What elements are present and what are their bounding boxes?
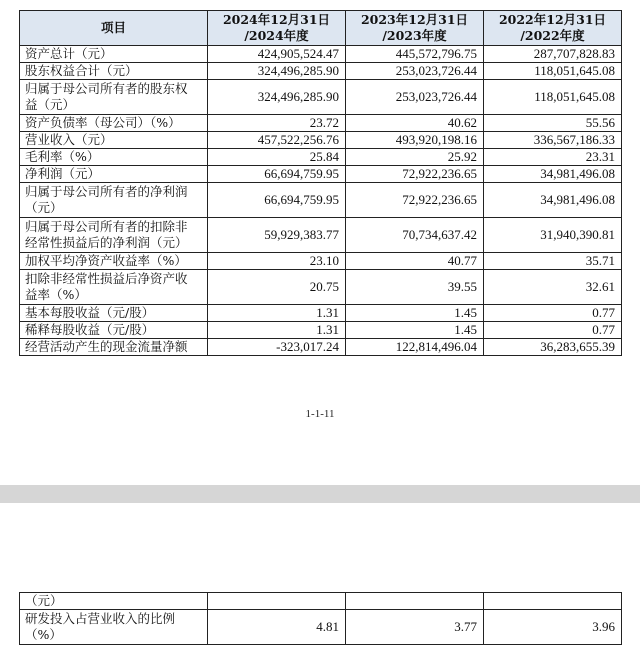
value-2024: 1.31: [208, 305, 346, 322]
row-label: 资产负债率（母公司）（%）: [20, 115, 208, 132]
value-2024: 25.84: [208, 149, 346, 166]
value-2023: 1.45: [346, 322, 484, 339]
value-2023: 3.77: [346, 610, 484, 645]
financial-indicators-table-continued: [19, 592, 622, 645]
table-row: [20, 80, 622, 115]
row-label: （元）: [20, 593, 208, 610]
row-label: 归属于母公司所有者的扣除非 经常性损益后的净利润（元）: [20, 218, 208, 253]
financial-indicators-table: [19, 10, 622, 356]
table-row: [20, 218, 622, 253]
table-row: [20, 63, 622, 80]
value-2023: 493,920,198.16: [346, 132, 484, 149]
value-2022: 118,051,645.08: [484, 63, 622, 80]
value-2022: 23.31: [484, 149, 622, 166]
row-label: 稀释每股收益（元/股）: [20, 322, 208, 339]
value-2024: 457,522,256.76: [208, 132, 346, 149]
row-label: 基本每股收益（元/股）: [20, 305, 208, 322]
value-2024: 1.31: [208, 322, 346, 339]
row-label: 股东权益合计（元）: [20, 63, 208, 80]
value-2024: [208, 593, 346, 610]
table-row: [20, 132, 622, 149]
value-2024: 20.75: [208, 270, 346, 305]
row-label: 经营活动产生的现金流量净额: [20, 339, 208, 356]
table-row: [20, 322, 622, 339]
value-2022: 3.96: [484, 610, 622, 645]
row-label: 资产总计（元）: [20, 46, 208, 63]
table-row: [20, 270, 622, 305]
page-number: 1-1-11: [305, 408, 335, 420]
table-row: [20, 149, 622, 166]
row-label: 扣除非经常性损益后净资产收 益率（%）: [20, 270, 208, 305]
value-2024: 23.72: [208, 115, 346, 132]
table-row: [20, 593, 622, 610]
value-2024: 324,496,285.90: [208, 80, 346, 115]
row-label: 研发投入占营业收入的比例 （%）: [20, 610, 208, 645]
value-2023: 72,922,236.65: [346, 183, 484, 218]
value-2023: 39.55: [346, 270, 484, 305]
value-2022: 32.61: [484, 270, 622, 305]
header-item: 项目: [20, 11, 208, 46]
value-2023: 25.92: [346, 149, 484, 166]
value-2023: 253,023,726.44: [346, 80, 484, 115]
value-2024: -323,017.24: [208, 339, 346, 356]
value-2024: 66,694,759.95: [208, 183, 346, 218]
table-row: [20, 183, 622, 218]
table-row: [20, 166, 622, 183]
document-page-2: [0, 503, 640, 656]
value-2024: 4.81: [208, 610, 346, 645]
value-2022: 287,707,828.83: [484, 46, 622, 63]
value-2022: 118,051,645.08: [484, 80, 622, 115]
table-row: [20, 253, 622, 270]
row-label: 归属于母公司所有者的净利润 （元）: [20, 183, 208, 218]
table-row: [20, 610, 622, 645]
value-2023: [346, 593, 484, 610]
value-2023: 72,922,236.65: [346, 166, 484, 183]
row-label: 归属于母公司所有者的股东权 益（元）: [20, 80, 208, 115]
row-label: 营业收入（元）: [20, 132, 208, 149]
value-2022: 55.56: [484, 115, 622, 132]
header-2023: 2023年12月31日 /2023年度: [346, 11, 484, 46]
value-2023: 253,023,726.44: [346, 63, 484, 80]
header-2022: 2022年12月31日 /2022年度: [484, 11, 622, 46]
value-2023: 445,572,796.75: [346, 46, 484, 63]
row-label: 加权平均净资产收益率（%）: [20, 253, 208, 270]
value-2022: 34,981,496.08: [484, 183, 622, 218]
value-2022: 35.71: [484, 253, 622, 270]
value-2023: 40.77: [346, 253, 484, 270]
table-row: [20, 339, 622, 356]
value-2023: 70,734,637.42: [346, 218, 484, 253]
table-row: [20, 305, 622, 322]
value-2024: 324,496,285.90: [208, 63, 346, 80]
value-2022: [484, 593, 622, 610]
value-2022: 0.77: [484, 305, 622, 322]
table-row: [20, 115, 622, 132]
value-2022: 36,283,655.39: [484, 339, 622, 356]
value-2023: 122,814,496.04: [346, 339, 484, 356]
table-header-row: [20, 11, 622, 46]
value-2024: 59,929,383.77: [208, 218, 346, 253]
value-2023: 40.62: [346, 115, 484, 132]
value-2024: 424,905,524.47: [208, 46, 346, 63]
value-2023: 1.45: [346, 305, 484, 322]
value-2022: 31,940,390.81: [484, 218, 622, 253]
value-2022: 336,567,186.33: [484, 132, 622, 149]
value-2022: 34,981,496.08: [484, 166, 622, 183]
value-2024: 23.10: [208, 253, 346, 270]
row-label: 净利润（元）: [20, 166, 208, 183]
header-2024: 2024年12月31日 /2024年度: [208, 11, 346, 46]
value-2022: 0.77: [484, 322, 622, 339]
value-2024: 66,694,759.95: [208, 166, 346, 183]
page-separator: [0, 485, 640, 503]
table-row: [20, 46, 622, 63]
row-label: 毛利率（%）: [20, 149, 208, 166]
